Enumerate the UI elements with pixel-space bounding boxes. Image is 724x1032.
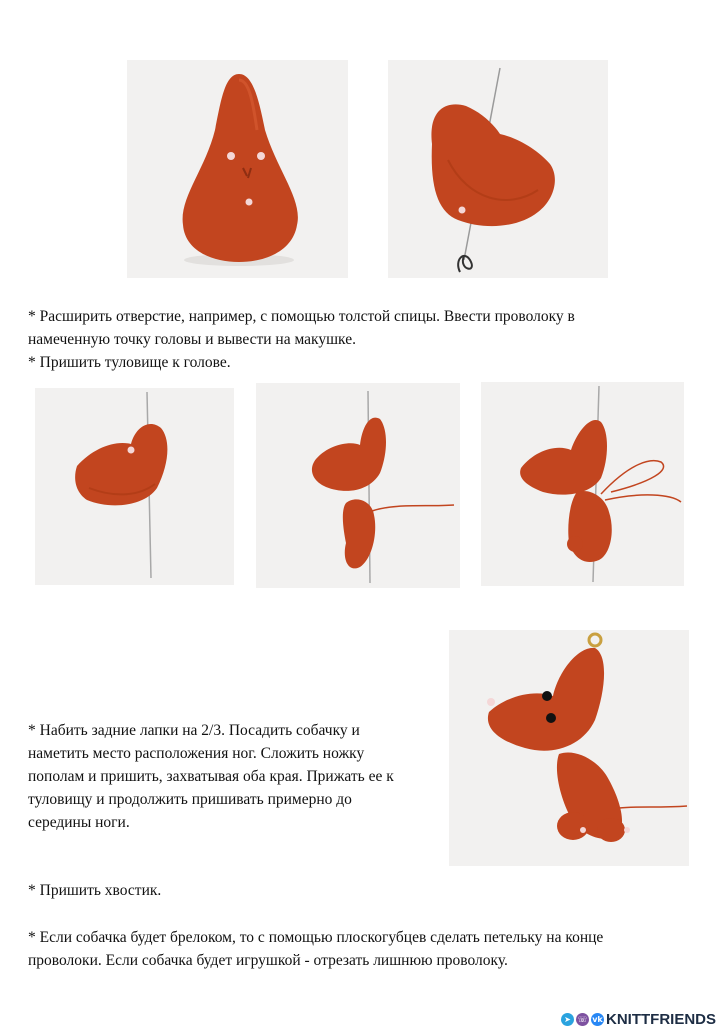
- paragraph-keychain-loop: [28, 926, 708, 972]
- brand-name: KNITTFRIENDS: [606, 1010, 716, 1028]
- paragraph-hind-legs: [28, 719, 448, 834]
- viber-icon: ☏: [577, 1014, 588, 1024]
- paragraph-wire-insertion: [28, 305, 698, 374]
- photo-head-on-needle: [35, 388, 234, 585]
- brand-watermark: [561, 1010, 716, 1028]
- paragraph-line: наметить место расположения ног. Сложить ножку: [28, 745, 365, 762]
- paragraph-line: * Набить задние лапки на 2/3. Посадить собачку и: [28, 722, 360, 739]
- telegram-icon: ➤: [561, 1013, 574, 1026]
- paragraph-line: * Пришить туловище к голове.: [28, 354, 231, 371]
- paragraph-line: проволоки. Если собачка будет игрушкой - отрезать лишнюю проволоку.: [28, 952, 508, 969]
- paragraph-line: намеченную точку головы и вывести на макушке.: [28, 331, 356, 348]
- paragraph-line: * Если собачка будет брелоком, то с помощью плоскогубцев сделать петельку на конце: [28, 929, 604, 946]
- paragraph-line: пополам и пришить, захватывая оба края. Прижать ее к: [28, 768, 394, 785]
- vk-icon: vk: [592, 1014, 603, 1024]
- photo-finished-keychain-dog: [449, 630, 689, 866]
- paragraph-line: туловищу и продолжить пришивать примерно до: [28, 791, 352, 808]
- photo-head-front: [127, 60, 348, 278]
- photo-head-side-wire: [388, 60, 608, 278]
- photo-head-and-body: [256, 383, 460, 588]
- photo-assembled-body: [481, 382, 684, 586]
- paragraph-line: середины ноги.: [28, 814, 130, 831]
- paragraph-line: * Расширить отверстие, например, с помощью толстой спицы. Ввести проволоку в: [28, 308, 575, 325]
- paragraph-line: * Пришить хвостик.: [28, 882, 162, 899]
- paragraph-tail: [28, 879, 448, 902]
